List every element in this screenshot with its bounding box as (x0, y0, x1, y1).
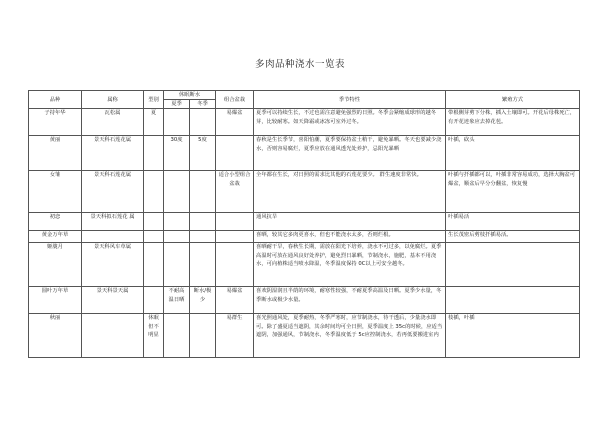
propagation-cell (446, 287, 580, 314)
pot-cell (216, 213, 254, 231)
type-cell (144, 287, 164, 314)
variety-cell: 圆叶万年草 (29, 287, 82, 314)
header-genus: 属称 (82, 91, 144, 109)
season-cell: 喜晒，较其它多肉更喜水，但也不能浇水太多，否则烂根。 (254, 231, 446, 243)
header-row (29, 91, 580, 100)
genus-cell (82, 231, 144, 243)
genus-cell: 瓦松属 (82, 109, 144, 136)
type-cell (144, 136, 164, 171)
header-propagation: 繁殖方式 (446, 91, 580, 109)
pot-cell: 易爆盆 (216, 287, 254, 314)
table-row (29, 171, 580, 213)
season-cell: 喜晒耐干旱，春秋生长期，需放在阳光下培养，浇水不可过多，以免腐烂。夏季高温时可放在通风良好处养护，避免烈日暴晒，节制浇水，施肥，基本不用浇水，可向植株适当喷水降温，冬季温度保持 0C以上可安全越冬。 (254, 243, 446, 287)
season-cell: 春秋是生长季节，喜阳怕潮，夏季要保持盆土稍干，避免暴晒。冬天也要减少浇水，否则容易腐烂，夏季应放在通风透光处养护，忌阳光暴晒 (254, 136, 446, 171)
winter-cell (190, 243, 216, 287)
winter-cell (190, 231, 216, 243)
table-row (29, 109, 580, 136)
type-cell (144, 171, 164, 213)
propagation-cell: 叶插易活 (446, 213, 580, 231)
season-cell: 喜欢阴湿润且半荫的环境，耐寒性较强，不耐夏季高温及日晒。夏季少水量，冬季断水或极少水量。 (254, 287, 446, 314)
variety-cell: 姬胧月 (29, 243, 82, 287)
variety-cell: 女雏 (29, 171, 82, 213)
summer-cell: 不耐高温日晒 (164, 287, 190, 314)
variety-cell: 秋丽 (29, 314, 82, 358)
propagation-cell: 枝插，叶插 (446, 314, 580, 358)
table-row (29, 243, 580, 287)
variety-cell: 黄金万年草 (29, 231, 82, 243)
winter-cell (190, 171, 216, 213)
winter-cell (190, 314, 216, 358)
type-cell (144, 231, 164, 243)
genus-cell: 景天科风车草属 (82, 243, 144, 287)
header-season: 季节特性 (254, 91, 446, 109)
header-dormancy: 休眠断水 (164, 91, 216, 100)
pot-cell (216, 243, 254, 287)
pot-cell: 易爆盆 (216, 109, 254, 136)
page-title: 多肉品种浇水一览表 (254, 59, 345, 70)
genus-cell (82, 314, 144, 358)
propagation-cell (446, 243, 580, 287)
variety-cell: 黄丽 (29, 136, 82, 171)
header-summer: 夏季 (164, 100, 190, 109)
genus-cell: 景天科景天属 (82, 287, 144, 314)
summer-cell (164, 314, 190, 358)
winter-cell (190, 109, 216, 136)
season-cell: 全年都在生长，对日照的需求比其他的石莲花要少。 群生速度非常快。 (254, 171, 446, 213)
header-winter: 冬季 (190, 100, 216, 109)
summer-cell: 30度 (164, 136, 190, 171)
summer-cell (164, 171, 190, 213)
propagation-cell: 叶插，砍头 (446, 136, 580, 171)
header-type: 型别 (144, 91, 164, 109)
table-row (29, 136, 580, 171)
genus-cell: 景天科石莲花属 (82, 171, 144, 213)
summer-cell (164, 109, 190, 136)
table-row (29, 314, 580, 358)
type-cell (144, 213, 164, 231)
watering-table (28, 90, 580, 358)
winter-cell (190, 213, 216, 231)
season-cell: 喜光照通风处，夏季耐热，冬季严寒时，应节制浇水，待干透后，少量浇水即可。除了盛夏适当遮阴，其余时间均可全日照，夏季温度上 35c的时候，应适当遮阴，加强通风，节制浇水，冬季温度低于 5c应控制浇水，若再低要搬进室内 (254, 314, 446, 358)
header-variety: 品种 (29, 91, 82, 109)
summer-cell (164, 231, 190, 243)
summer-cell (164, 213, 190, 231)
summer-cell (164, 243, 190, 287)
variety-cell: 初恋 (29, 213, 82, 231)
pot-cell (216, 136, 254, 171)
pot-cell: 易群生 (216, 314, 254, 358)
genus-cell: 景天科石莲花属 (82, 136, 144, 171)
type-cell (144, 243, 164, 287)
pot-cell (216, 231, 254, 243)
season-cell: 夏季可以持续生长，不过也需注意避免强烈的日照。冬季会紧缩成球形的越冬芽，比较耐寒。如天降霜或冰冻可室外过冬。 (254, 109, 446, 136)
variety-cell: 子持年华 (29, 109, 82, 136)
season-cell: 通风抗旱 (254, 213, 446, 231)
header-pot: 组合盆栽 (216, 91, 254, 109)
table-row (29, 213, 580, 231)
propagation-cell: 生长茂密后剪枝扦插易活。 (446, 231, 580, 243)
pot-cell: 适合小型组合盆栽 (216, 171, 254, 213)
propagation-cell: 带根侧芽剪下分株，插入土壤即可。开花后母株死亡，有开花迹象应去掉花苞。 (446, 109, 580, 136)
table-row (29, 287, 580, 314)
winter-cell: 断水/极少 (190, 287, 216, 314)
table-row (29, 231, 580, 243)
type-cell: 夏 (144, 109, 164, 136)
winter-cell: 5度 (190, 136, 216, 171)
type-cell: 休眠但不明显 (144, 314, 164, 358)
propagation-cell: 叶插与扦插都可以，叶插非常容易成功，选择大胸盆可爆盆，顺盆后早分分翻盆，恢复慢 (446, 171, 580, 213)
genus-cell: 景天科拟石莲花 属 (82, 213, 144, 231)
